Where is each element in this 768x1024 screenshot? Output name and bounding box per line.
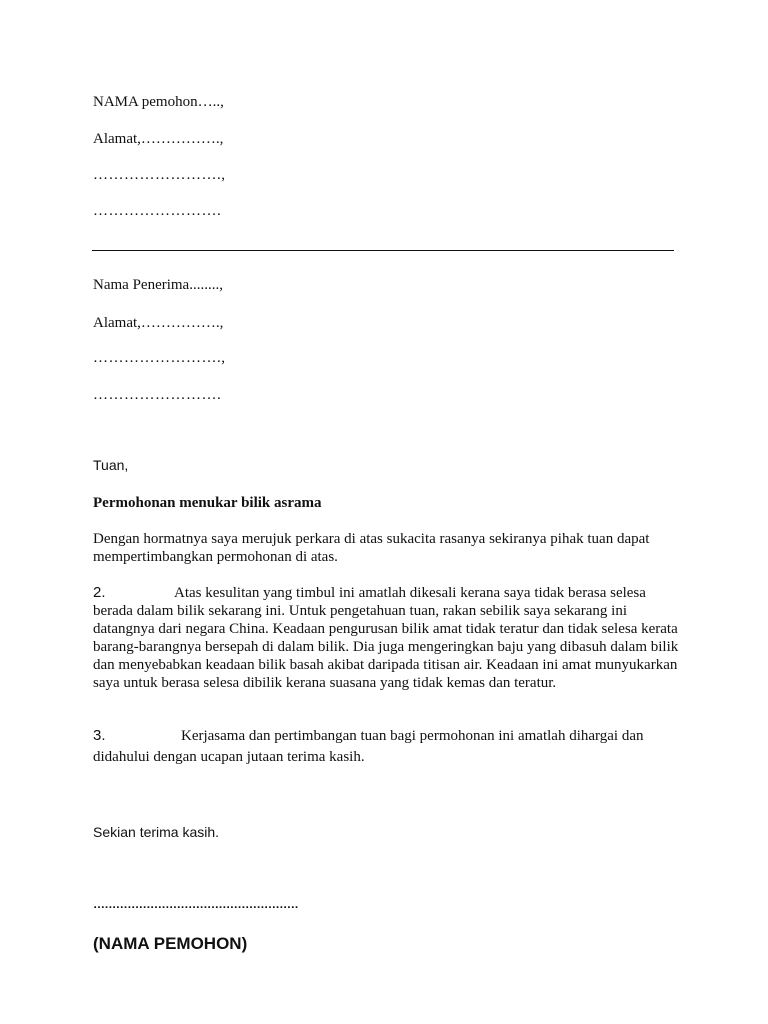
- paragraph-3-number: 3.: [93, 727, 106, 744]
- salutation: Tuan,: [93, 457, 129, 473]
- recipient-address-line-2: …………………….,: [93, 350, 226, 366]
- paragraph-1-text: Dengan hormatnya saya merujuk perkara di atas sukacita rasanya sekiranya pihak tuan dapat mempertimbangkan permohonan di atas.: [93, 531, 650, 565]
- letter-subject: Permohonan menukar bilik asrama: [93, 495, 322, 511]
- body-paragraph-3: [93, 727, 683, 766]
- paragraph-2-number: 2.: [93, 584, 106, 601]
- sender-address-line-3: …………………….: [93, 203, 222, 219]
- sender-address-line-2: …………………….,: [93, 167, 226, 183]
- signature-line: ………………………………………………: [93, 897, 299, 911]
- header-divider: [92, 250, 674, 251]
- closing-line: Sekian terima kasih.: [93, 824, 220, 840]
- body-paragraph-1: [93, 530, 683, 566]
- paragraph-2-text: berada dalam bilik sekarang ini. Untuk pengetahuan tuan, rakan sebilik saya sekarang ini datangnya dari negara China. Keadaan pengurusan bilik amat tidak teratur dan tidak selesa kerata barang-barangnya bersepah di dalam bilik. Dia juga mengeringkan baju yang dibasuh dalam bilik dan menyebabkan keadaan bilik basah akibat daripada titisan air. Keadaan ini amat munyukarkan saya untuk berasa selesa dibilik kerana suasana yang tidak kemas dan teratur.: [93, 603, 679, 691]
- paragraph-3-first-line: Kerjasama dan pertimbangan tuan bagi permohonan ini amatlah dihargai dan: [181, 728, 644, 744]
- sender-name-line: NAMA pemohon…..,: [93, 94, 224, 110]
- applicant-name-placeholder: (NAMA PEMOHON): [93, 934, 248, 953]
- sender-address-label: Alamat,…………….,: [93, 131, 224, 147]
- paragraph-3-text: didahului dengan ucapan jutaan terima kasih.: [93, 749, 365, 765]
- recipient-address-label: Alamat,…………….,: [93, 315, 224, 331]
- body-paragraph-2: [93, 584, 683, 692]
- recipient-address-line-3: …………………….: [93, 387, 222, 403]
- paragraph-2-first-line: Atas kesulitan yang timbul ini amatlah dikesali kerana saya tidak berasa selesa: [174, 585, 646, 601]
- recipient-name-line: Nama Penerima........,: [93, 277, 223, 293]
